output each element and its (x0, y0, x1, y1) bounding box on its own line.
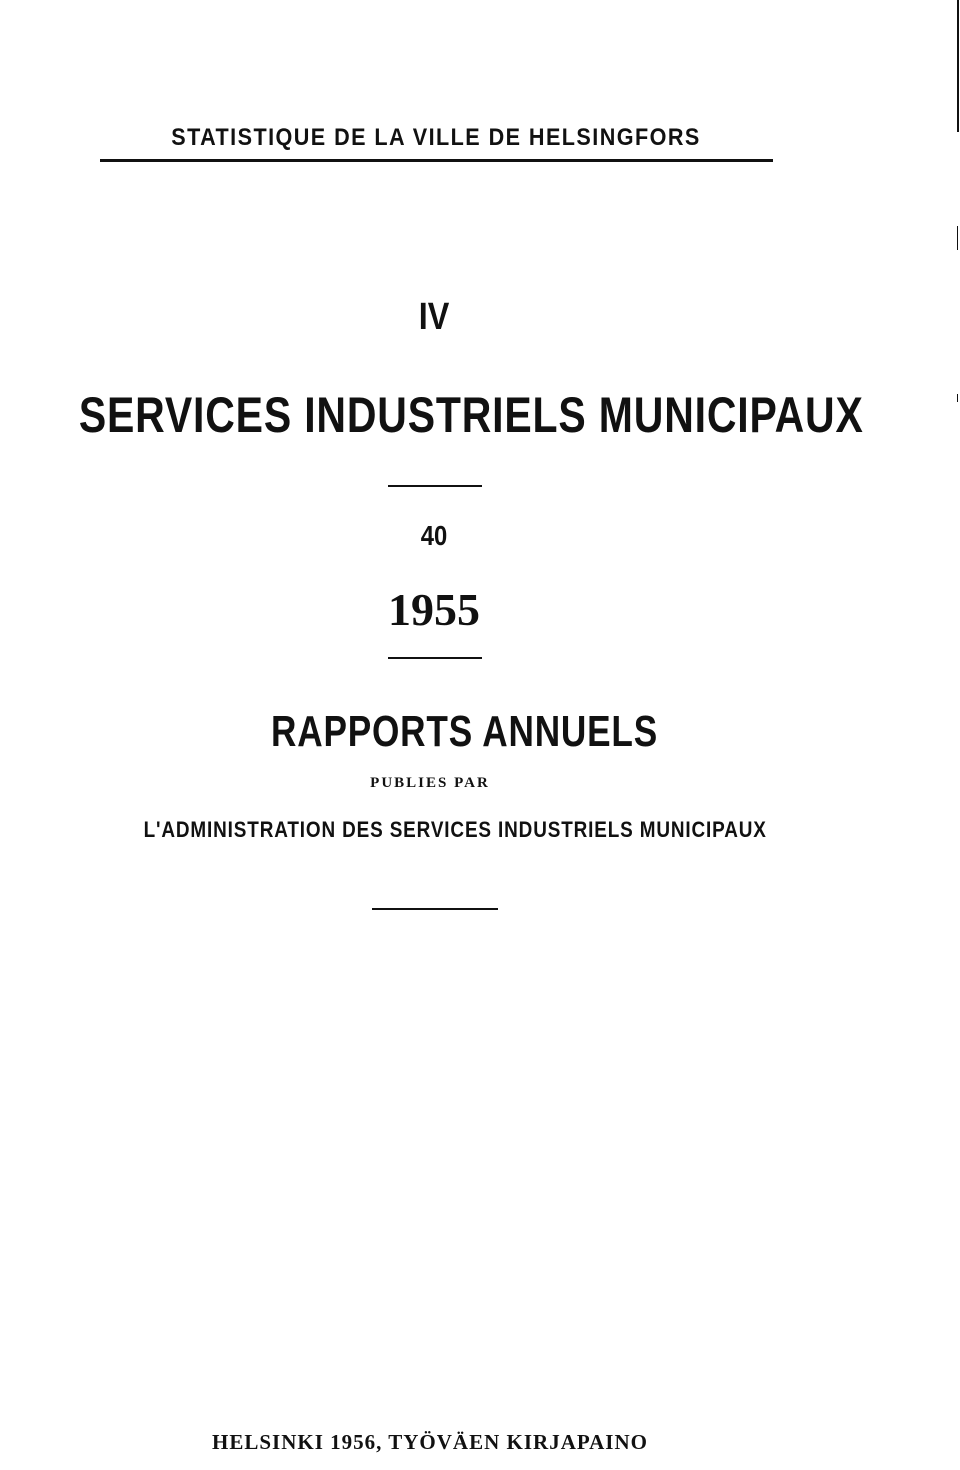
report-year: 1955 (388, 584, 480, 635)
issue-number: 40 (420, 520, 448, 551)
publisher-name: L'ADMINISTRATION DES SERVICES INDUSTRIELS MUNICIPAUX (143, 817, 767, 842)
divider-rule (388, 485, 482, 487)
page-edge-mark (957, 0, 959, 132)
volume-number: IV (418, 296, 450, 338)
published-by-label: PUBLIES PAR (370, 775, 490, 791)
imprint: HELSINKI 1956, TYÖVÄEN KIRJAPAINO (212, 1430, 648, 1454)
page-edge-mark (957, 226, 958, 250)
main-title: SERVICES INDUSTRIELS MUNICIPAUX (78, 387, 864, 443)
report-title: RAPPORTS ANNUELS (271, 707, 658, 756)
series-title: STATISTIQUE DE LA VILLE DE HELSINGFORS (171, 124, 701, 151)
page-edge-mark (957, 394, 958, 402)
divider-rule (372, 908, 498, 910)
divider-rule (388, 657, 482, 659)
series-underline (100, 159, 773, 162)
